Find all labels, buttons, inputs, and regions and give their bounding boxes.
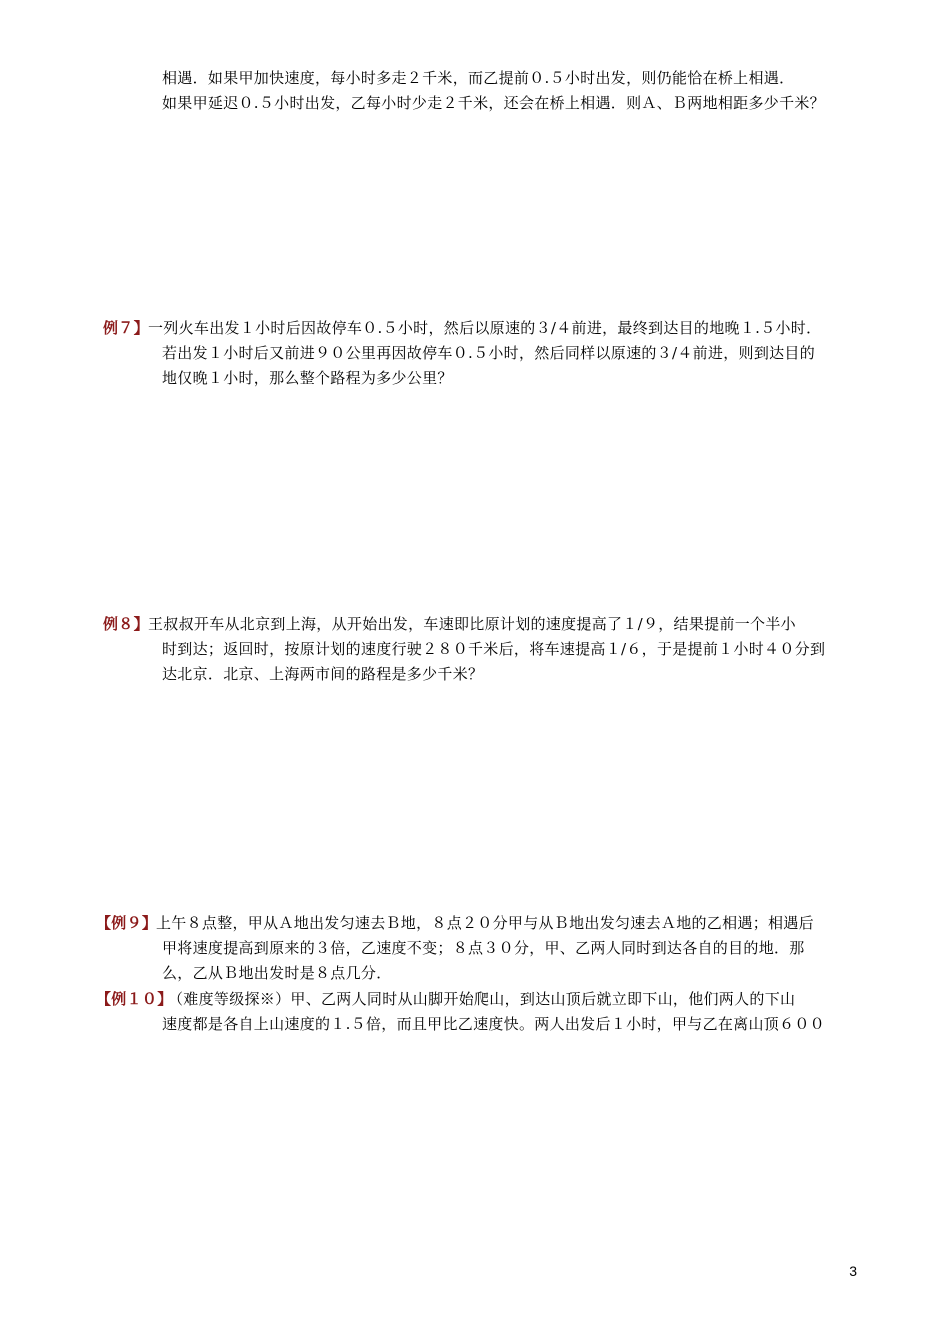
paragraph-line: 上午８点整，甲从Ａ地出发匀速去Ｂ地，８点２０分甲与从Ｂ地出发匀速去Ａ地的乙相遇；相遇后 — [156, 914, 814, 932]
paragraph-line: （难度等级探※）甲、乙两人同时从山脚开始爬山，到达山顶后就立即下山，他们两人的下山 — [168, 990, 796, 1008]
paragraph-line: 时到达；返回时，按原计划的速度行驶２８０千米后，将车速提高１/６，于是提前１小时４０分到 — [162, 640, 826, 658]
example-label-9: 【例９】 — [96, 914, 158, 932]
paragraph-line: 相遇．如果甲加快速度，每小时多走２千米，而乙提前０.５小时出发，则仍能恰在桥上相遇． — [162, 69, 795, 87]
paragraph-line: 速度都是各自上山速度的１.５倍，而且甲比乙速度快。两人出发后１小时，甲与乙在离山顶６００ — [162, 1015, 825, 1033]
paragraph-line: 一列火车出发１小时后因故停车０.５小时，然后以原速的３/４前进，最终到达目的地晚１.５小时． — [148, 319, 822, 337]
example-label-10: 【例１０】 — [96, 990, 173, 1008]
paragraph-line: 甲将速度提高到原来的３倍，乙速度不变；８点３０分，甲、乙两人同时到达各自的目的地．那 — [162, 939, 805, 957]
example-label-8: 例８】 — [103, 615, 149, 633]
paragraph-line: 么，乙从Ｂ地出发时是８点几分． — [162, 964, 392, 982]
paragraph-line: 地仅晚１小时，那么整个路程为多少公里？ — [162, 369, 453, 387]
example-label-7: 例７】 — [103, 319, 149, 337]
paragraph-line: 王叔叔开车从北京到上海，从开始出发，车速即比原计划的速度提高了１/９，结果提前一个半小 — [148, 615, 796, 633]
paragraph-line: 达北京．北京、上海两市间的路程是多少千米？ — [162, 665, 484, 683]
paragraph-line: 若出发１小时后又前进９０公里再因故停车０.５小时，然后同样以原速的３/４前进，则到达目的 — [162, 344, 816, 362]
page-number: 3 — [849, 1263, 857, 1279]
paragraph-line: 如果甲延迟０.５小时出发，乙每小时少走２千米，还会在桥上相遇．则Ａ、Ｂ两地相距多少千米？ — [162, 94, 825, 112]
